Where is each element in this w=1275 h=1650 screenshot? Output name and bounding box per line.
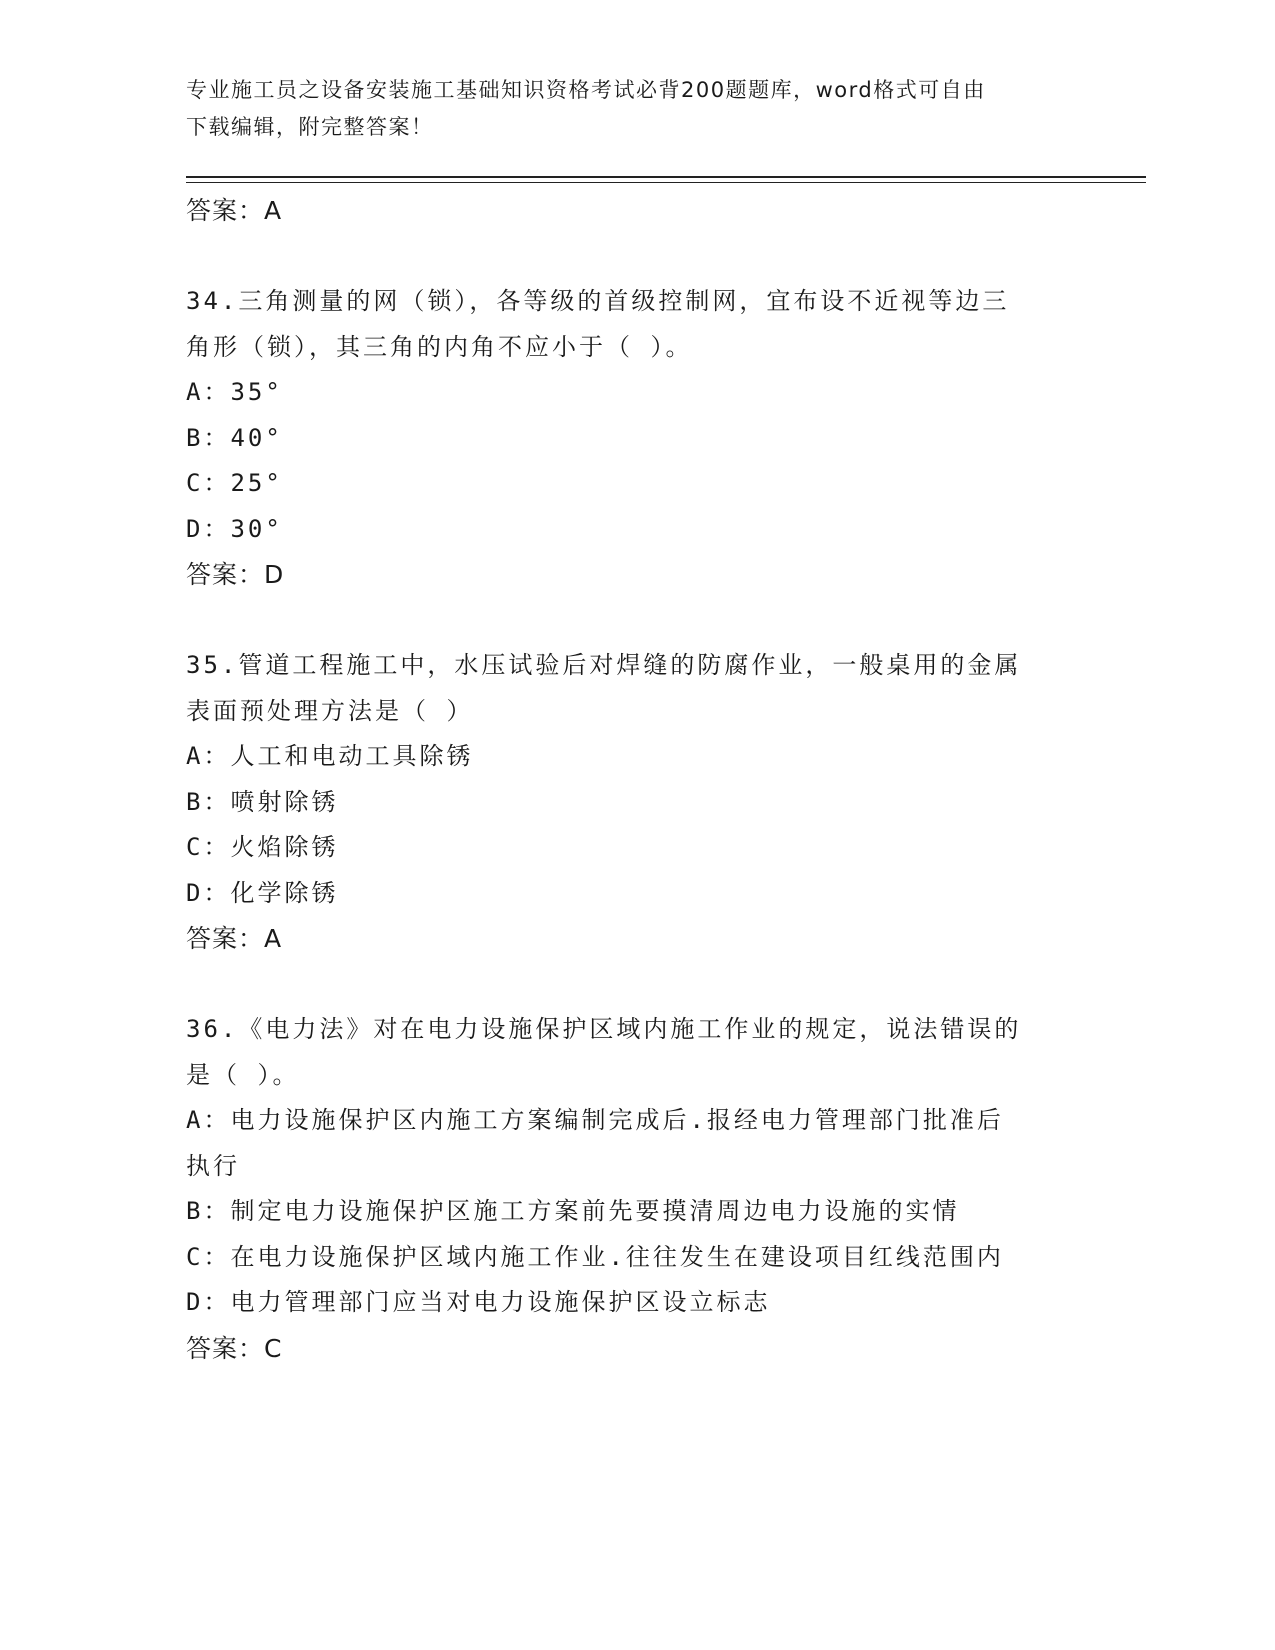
header-rule-thin [186,182,1146,183]
header-line-1: 专业施工员之设备安装施工基础知识资格考试必背200题题库，word格式可自由 [186,78,986,102]
answer-line: 答案：A [186,924,283,953]
question-block [186,279,1086,598]
spacer [186,962,1086,1008]
option-a: A：人工和电动工具除锈 [186,742,474,770]
page-header [186,72,1076,146]
question-text-line: 表面预处理方法是（ ） [186,696,474,725]
option-c: C：25° [186,469,283,497]
header-line-2: 下载编辑，附完整答案！ [186,115,434,139]
question-block [186,1007,1086,1371]
option-a-continuation: 执行 [186,1151,240,1180]
answer-line: 答案：D [186,560,285,589]
question-list [186,188,1086,1371]
question-text-line: 34.三角测量的网（锁），各等级的首级控制网，宜布设不近视等边三 [186,287,1010,315]
answer-line: 答案：C [186,1333,283,1363]
option-d: D：30° [186,514,283,543]
header-rule-thick [186,176,1146,178]
question-text-line: 角形（锁），其三角的内角不应小于（ ）。 [186,332,693,361]
option-b: B：喷射除锈 [186,787,339,816]
question-text-line: 35.管道工程施工中，水压试验后对焊缝的防腐作业，一般桌用的金属 [186,651,1022,679]
question-text-line: 36.《电力法》对在电力设施保护区域内施工作业的规定，说法错误的 [186,1015,1022,1043]
option-c: C：火焰除锈 [186,833,339,861]
option-b: B：40° [186,423,283,452]
option-d: D：化学除锈 [186,878,339,907]
question-block [186,643,1086,962]
question-text-line: 是（ ）。 [186,1060,300,1089]
spacer [186,234,1086,280]
option-a: A：35° [186,378,283,406]
option-c: C：在电力设施保护区域内施工作业.往往发生在建设项目红线范围内 [186,1242,1004,1271]
spacer [186,598,1086,644]
previous-answer: 答案：A [186,196,283,225]
option-b: B：制定电力设施保护区施工方案前先要摸清周边电力设施的实情 [186,1197,960,1225]
option-d: D：电力管理部门应当对电力设施保护区设立标志 [186,1288,771,1316]
option-a: A：电力设施保护区内施工方案编制完成后.报经电力管理部门批准后 [186,1106,1004,1134]
